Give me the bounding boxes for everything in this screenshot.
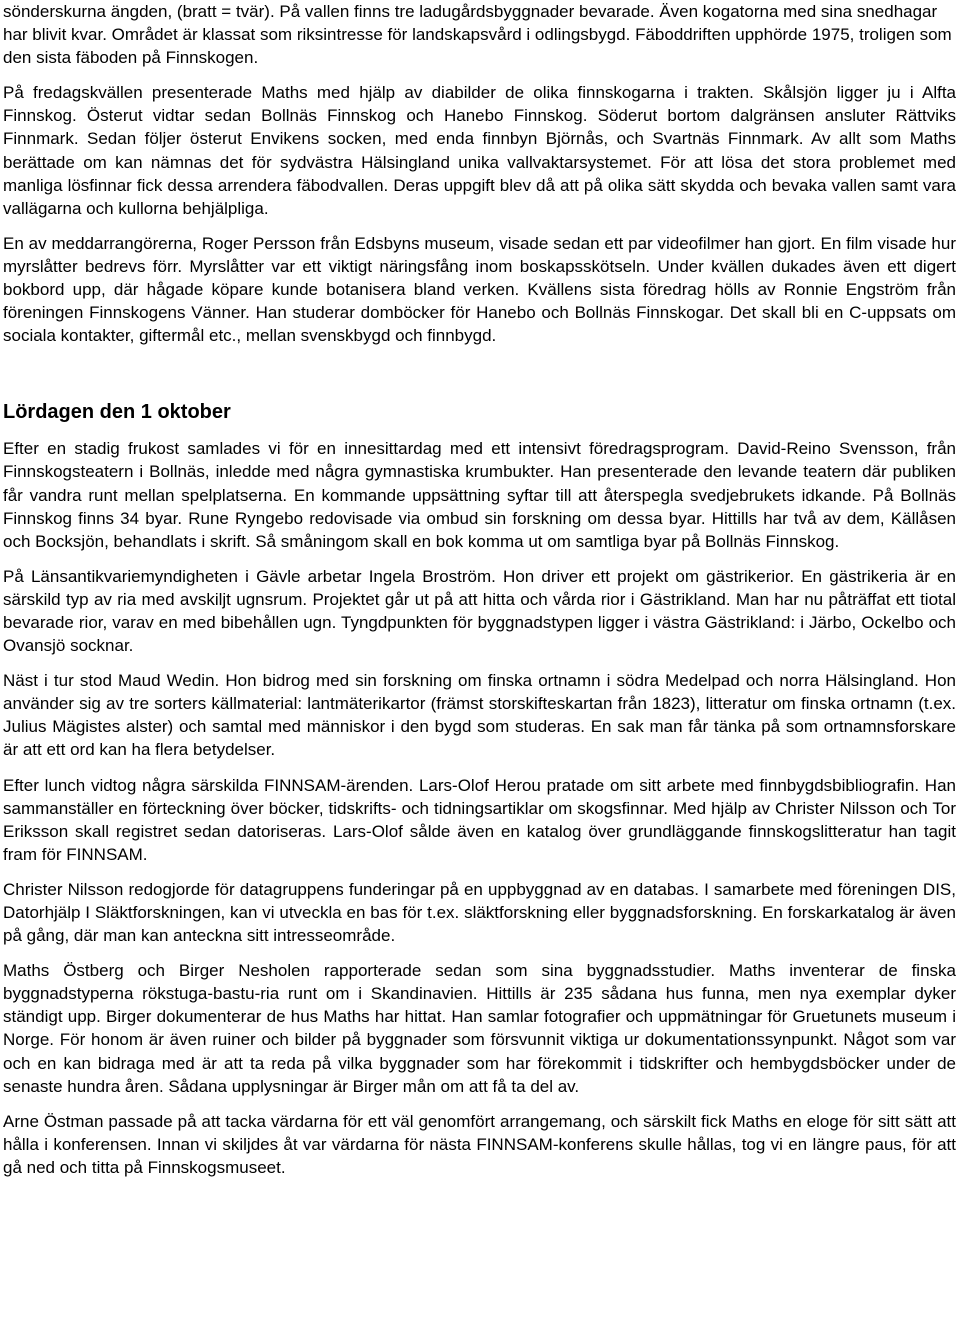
paragraph-section-3: Näst i tur stod Maud Wedin. Hon bidrog med sin forskning om finska ortnamn i södra Medelpad och norra Hälsingland. Hon använder sig av tre sorters källmaterial: lantmäterikartor (främst storskifteskartan från 1823), litteratur om finska ortnamn (t.ex. Julius Mägistes alster) och samtal med människor i den bygd som studeras. En sak man får tänka på som ortnamnsforskare är att ett ord kan ha flera betydelser. [3,671,956,760]
paragraph-section-1: Efter en stadig frukost samlades vi för en innesittardag med ett intensivt föredragsprogram. David-Reino Svensson, från Finnskogsteatern i Bollnäs, inledde med några gymnastiska krumbukter. Han presenterade den levande teatern där publiken får vandra runt mellan spelplatserna. En kommande uppsättning syftar till att återspegla svedjebrukets idkande. På Bollnäs Finnskog finns 34 byar. Rune Ryngebo redovisade via ombud sin forskning om dessa byar. Hittills har två av dem, Källåsen och Bocksjön, behandlats i skrift. Så småningom skall en bok komma ut om samtliga byar på Bollnäs Finnskog. [3,439,956,551]
paragraph-intro-1: sönderskurna ängden, (bratt = tvär). På vallen finns tre ladugårdsbyggnader bevarade. Även kogatorna med sina snedhagar har blivit kvar. Området är klassat som riksintresse för landskapsvård i odlingsbygd. Fäboddriften upphörde 1975, troligen som den sista fäboden på Finnskogen. [3,2,952,68]
paragraph-section-6: Maths Östberg och Birger Nesholen rapporterade sedan som sina byggnadsstudier. Maths inventerar de finska byggnadstyperna rökstuga-bastu-ria runt om i Skandinavien. Hittills är 235 sådana hus funna, men nya exemplar dyker ständigt upp. Birger dokumenterar de hus Maths har hittat. Han samlar fotografier och uppmätningar för Gruetunets museum i Norge. För honom är även ruiner och bilder på byggnader som försvunnit viktiga ur dokumentationssynpunkt. Något som var och en kan bidraga med är att ta reda på vilka byggnader som har förekommit i tidskrifter och hembygdsböcker under de senaste hundra åren. Sådana upplysningar är Birger mån om att få ta del av. [3,961,956,1096]
spacer [3,359,956,399]
paragraph-section-5: Christer Nilsson redogjorde för datagruppens funderingar på en uppbyggnad av en databas. I samarbete med föreningen DIS, Datorhjälp I Släktforskningen, kan vi utveckla en bas för t.ex. släktforskning eller byggnadsforskning. En forskarkatalog är även på gång, där man kan anteckna sitt intresseområde. [3,879,956,946]
section-heading: Lördagen den 1 oktober [3,401,231,424]
document-page [3,0,956,1191]
paragraph-section-7: Arne Östman passade på att tacka värdarna för ett väl genomfört arrangemang, och särskilt fick Maths en eloge för sitt sätt att hålla i konferensen. Innan vi skiljdes åt var värdarna för nästa FINNSAM-konferens skulle hållas, tog vi en längre paus, för att gå ned och titta på Finnskogsmuseet. [3,1111,956,1177]
paragraph-section-2: På Länsantikvariemyndigheten i Gävle arbetar Ingela Broström. Hon driver ett projekt om gästrikerior. En gästrikeria är en särskild typ av ria med avskiljt ugnsrum. Projektet går ut på att hitta och vårda rior i Gästrikland. Man har nu påträffat ett tiotal bevarade rior, varav en med bibehållen ugn. Tyngdpunkten för byggnadstypen ligger i västra Gästrikland: i Järbo, Ockelbo och Ovansjö socknar. [3,566,956,656]
spacer [3,425,956,437]
paragraph-intro-2: På fredagskvällen presenterade Maths med hjälp av diabilder de olika finnskogarna i trakten. Skålsjön ligger ju i Alfta Finnskog. Österut vidtar sedan Bollnäs Finnskog och Hanebo Finnskog. Söderut bortom dalgränsen ansluter Rättviks Finnmark. Sedan följer österut Envikens socken, med enda finnbyn Björnås, och Svartnäs Finnmark. Av allt som Maths berättade om kan nämnas det för sydvästra Hälsingland unika vallvaktarsystemet. För att lösa det stora problemet med manliga lösfinnar fick dessa arrendera fäbodvallen. Deras uppgift blev då att på olika sätt skydda och bevaka vallen samt vara vallägarna och kullorna behjälpliga. [3,83,956,218]
paragraph-section-4: Efter lunch vidtog några särskilda FINNSAM-ärenden. Lars-Olof Herou pratade om sitt arbete med finnbygdsbibliografin. Han sammanställer en förteckning över böcker, tidskrifts- och tidningsartiklar om skogsfinnar. Med hjälp av Christer Nilsson och Tor Eriksson skall registret sedan datoriseras. Lars-Olof sålde även en katalog över grundläggande finnskogslitteratur han tagit fram för FINNSAM. [3,775,956,864]
paragraph-intro-3: En av meddarrangörerna, Roger Persson från Edsbyns museum, visade sedan ett par videofilmer han gjort. En film visade hur myrslåtter bedrevs förr. Myrslåtter var ett viktigt näringsfång inom boskapsskötseln. Under kvällen dukades även ett digert bokbord upp, där hågade köpare kunde botanisera bland verken. Kvällens sista föredrag hölls av Ronnie Engström från föreningen Finnskogens Vänner. Han studerar domböcker för Hanebo och Bollnäs Finnskogar. Det skall bli en C-uppsats om sociala kontakter, giftermål etc., mellan svenskbygd och finnbygd. [3,233,956,346]
